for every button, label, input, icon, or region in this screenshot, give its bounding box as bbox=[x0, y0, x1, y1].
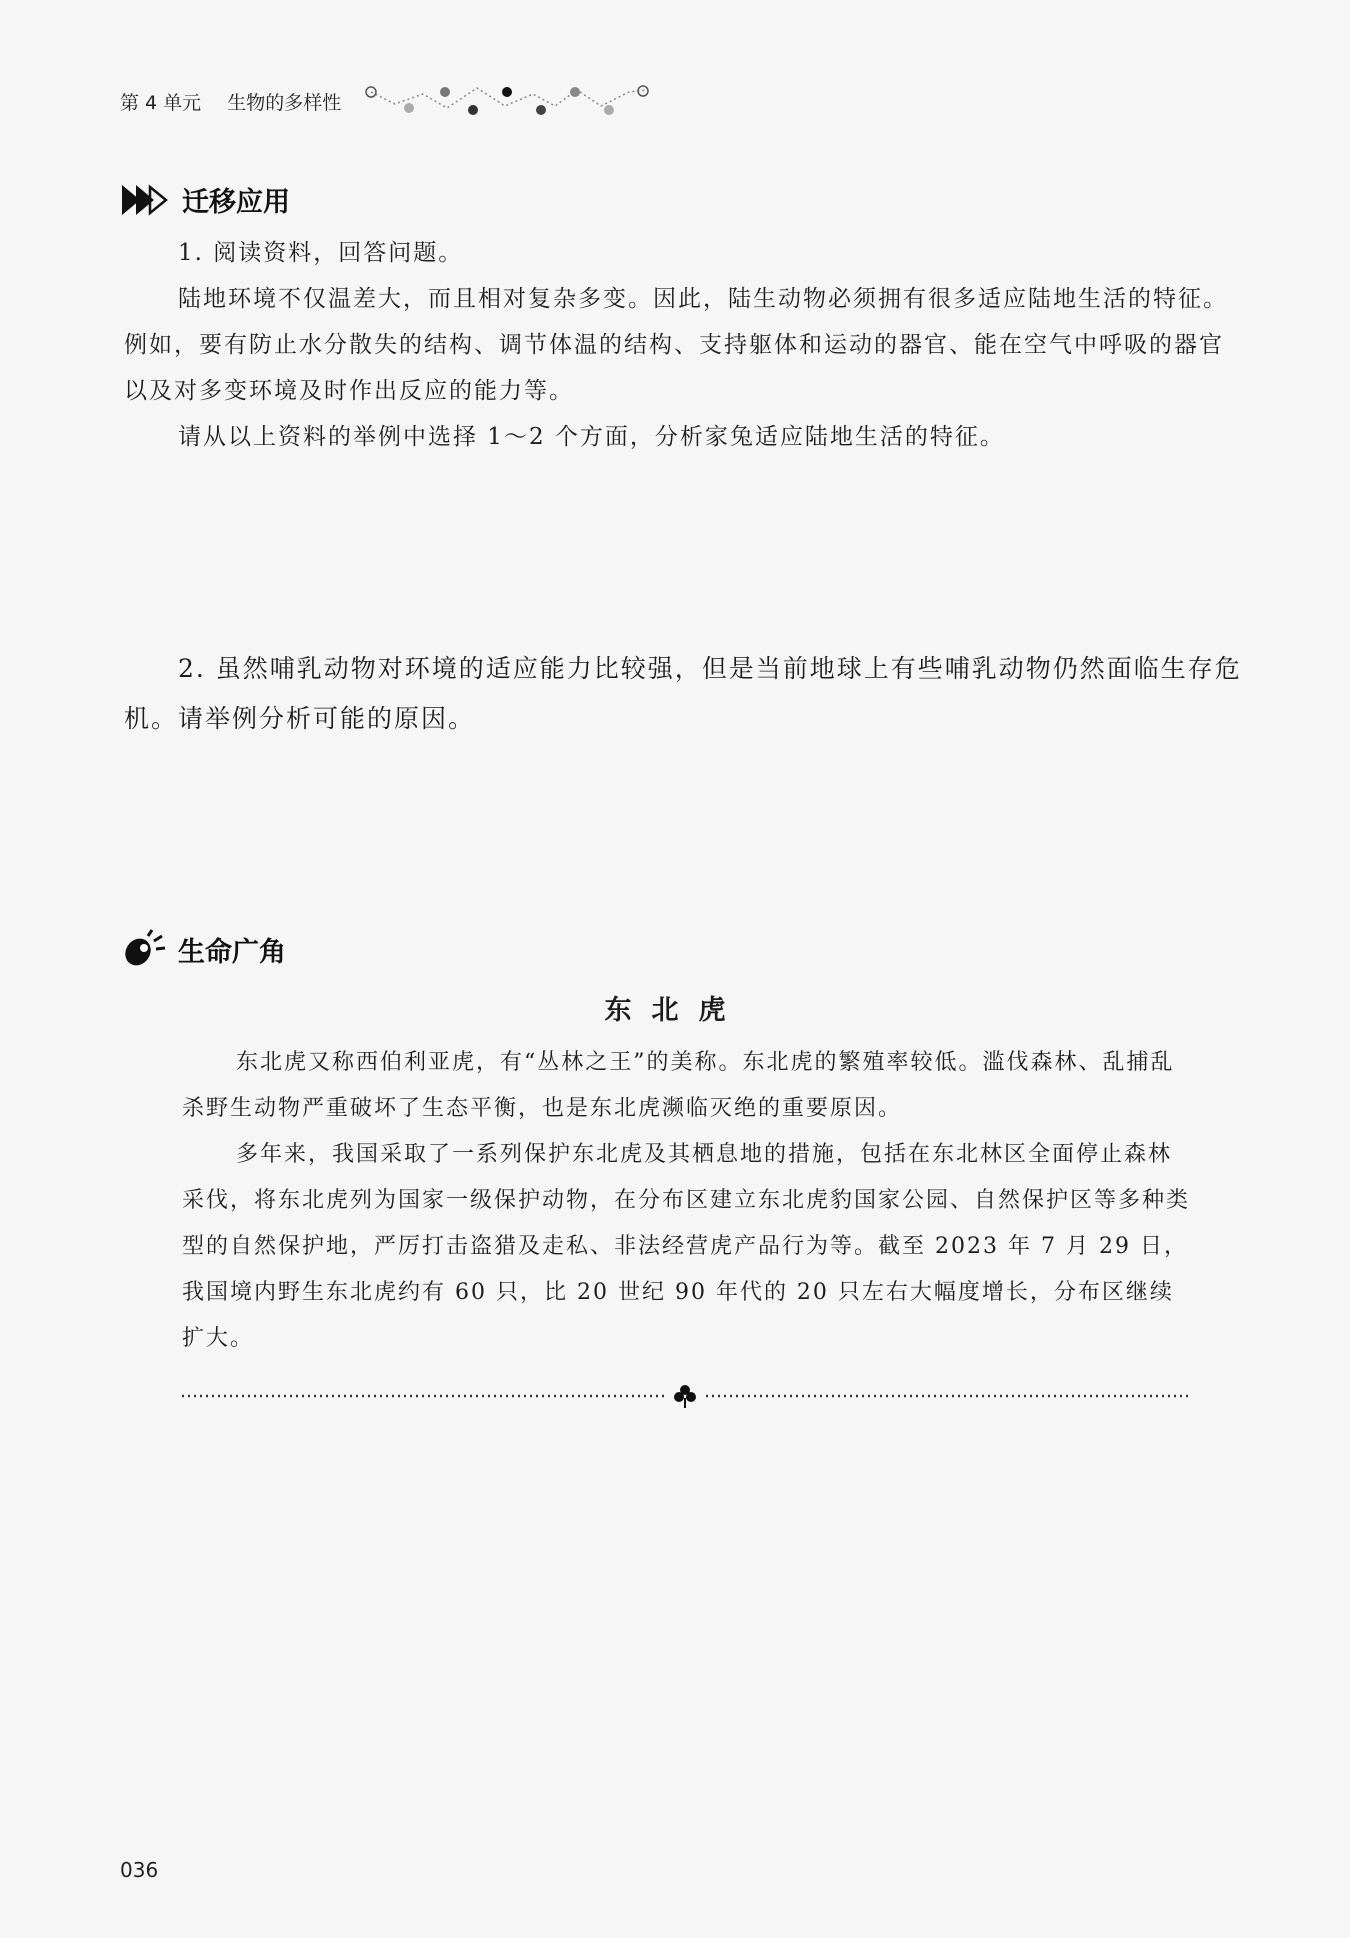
article-paragraph-1: 东北虎又称西伯利亚虎，有“丛林之王”的美称。东北虎的繁殖率较低。滥伐森林、乱捕乱杀野生动物严重破坏了生态平衡，也是东北虎濒临灭绝的重要原因。 bbox=[182, 1050, 1175, 1121]
section-transfer-heading bbox=[120, 180, 290, 219]
question-1-task: 请从以上资料的举例中选择 1～2 个方面，分析家兔适应陆地生活的特征。 bbox=[178, 424, 1005, 450]
header-unit: 第 4 单元 bbox=[120, 92, 202, 114]
dotted-divider-with-clover bbox=[182, 1384, 1188, 1408]
question-1-material: 陆地环境不仅温差大，而且相对复杂多变。因此，陆生动物必须拥有很多适应陆地生活的特征。例如，要有防止水分散失的结构、调节体温的结构、支持躯体和运动的器官、能在空气中呼吸的器官以及对多变环境及时作出反应的能力等。 bbox=[124, 286, 1228, 404]
clover-icon bbox=[674, 1385, 696, 1408]
double-arrow-icon bbox=[120, 183, 172, 217]
question-2: 2. 虽然哺乳动物对环境的适应能力比较强，但是当前地球上有些哺乳动物仍然面临生存危机。请举例分析可能的原因。 bbox=[124, 654, 1242, 733]
question-1-prompt: 1. 阅读资料，回答问题。 bbox=[178, 240, 464, 266]
lightbulb-icon bbox=[122, 928, 168, 970]
article-paragraph-2: 多年来，我国采取了一系列保护东北虎及其栖息地的措施，包括在东北林区全面停止森林采伐，将东北虎列为国家一级保护动物，在分布区建立东北虎豹国家公园、自然保护区等多种类型的自然保护地，严厉打击盗猎及走私、非法经营虎产品行为等。截至 2023 年 7 月 29 日，我国境内野生东北虎约有 60 只，比 20 世纪 90 年代的 20 只左右大幅度增长，分布区继续扩大。 bbox=[182, 1142, 1191, 1351]
section-life-heading bbox=[122, 928, 286, 970]
section-transfer-title: 迁移应用 bbox=[182, 187, 290, 218]
header-beads-decoration bbox=[365, 82, 655, 118]
page-number: 036 bbox=[120, 1858, 159, 1882]
header-title: 生物的多样性 bbox=[227, 92, 342, 114]
article-title: 东北虎 bbox=[604, 995, 746, 1026]
page-header bbox=[120, 88, 341, 115]
section-life-title: 生命广角 bbox=[178, 936, 286, 968]
